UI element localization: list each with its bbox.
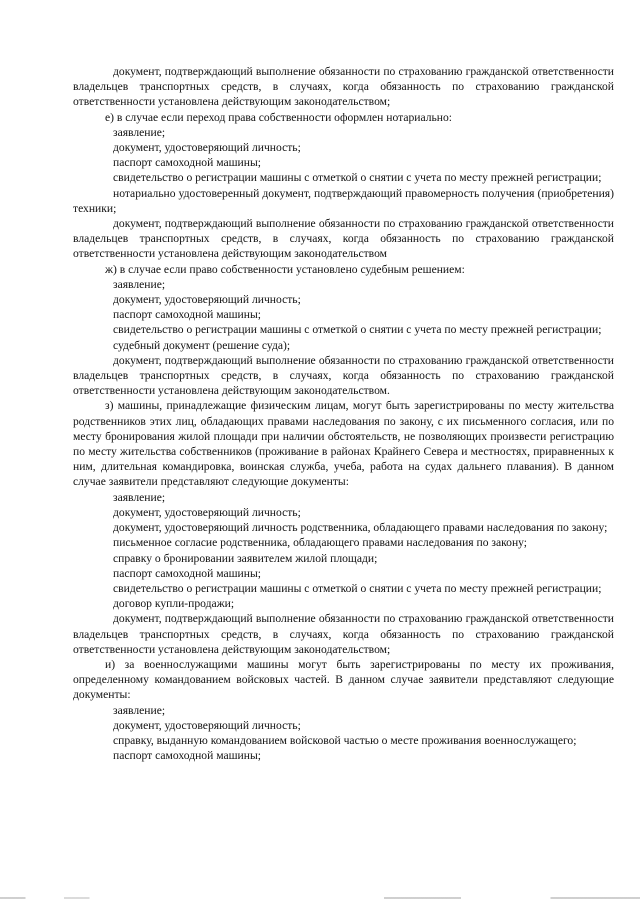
scan-edge-artifact <box>0 897 640 899</box>
list-item: документ, подтверждающий выполнение обязанности по страхованию гражданской ответственности владельцев транспортных средств, в случаях, когда обязанность по страхованию гражданской ответственности установлена действующим законодательством. <box>73 353 614 398</box>
list-item: паспорт самоходной машины; <box>113 156 261 170</box>
paragraph: документ, подтверждающий выполнение обязанности по страхованию гражданской ответственности владельцев транспортных средств, в случаях, когда обязанность по страхованию гражданской ответственности установлена действующим законодательством; <box>73 65 614 109</box>
list-item: договор купли-продажи; <box>113 597 235 611</box>
list-item: заявление; <box>113 277 166 291</box>
list-item: справку о бронировании заявителем жилой площади; <box>113 551 378 565</box>
list-item: документ, подтверждающий выполнение обязанности по страхованию гражданской ответственности владельцев транспортных средств, в случаях, когда обязанность по страхованию гражданской ответственности установлена действующим законодательством; <box>73 612 614 656</box>
list-item: паспорт самоходной машины; <box>113 749 261 763</box>
list-item: документ, удостоверяющий личность; <box>113 505 301 519</box>
list-item: заявление; <box>113 490 166 504</box>
list-heading: з) машины, принадлежащие физическим лицам, могут быть зарегистрированы по месту жительства родственников этих лиц, обладающих правами наследования по закону, с их письменного согласия, или по месту бронирования жилой площади при наличии обстоятельств, не позволяющих произвести регистрацию по месту жительства собственников (проживание в районах Крайнего Севера и местностях, приравненных к ним, длительная командировка, воинская служба, учеба, работа на судах дальнего плавания). В данном случае заявители представляют следующие документы: <box>73 399 614 489</box>
list-item: документ, удостоверяющий личность родственника, обладающего правами наследования по закону; <box>113 521 608 535</box>
list-item: свидетельство о регистрации машины с отметкой о снятии с учета по месту прежней регистрации; <box>113 581 602 595</box>
list-item: документ, подтверждающий выполнение обязанности по страхованию гражданской ответственности владельцев транспортных средств, в случаях, когда обязанность по страхованию гражданской ответственности установлена действующим законодательством <box>73 217 614 261</box>
list-item: нотариально удостоверенный документ, подтверждающий правомерность получения (приобретения) техники; <box>73 186 614 215</box>
list-item: письменное согласие родственника, обладающего правами наследования по закону; <box>113 536 528 550</box>
list-item: заявление; <box>113 703 166 717</box>
list-item: паспорт самоходной машины; <box>113 308 261 322</box>
list-item: документ, удостоверяющий личность; <box>113 293 301 307</box>
document-body <box>73 64 614 763</box>
list-heading: и) за военнослужащими машины могут быть зарегистрированы по месту их проживания, определенному командованием войсковых частей. В данном случае заявители представляют следующие документы: <box>73 657 614 702</box>
list-heading: ж) в случае если право собственности установлено судебным решением: <box>105 262 465 276</box>
list-item: судебный документ (решение суда); <box>113 338 291 352</box>
list-item: паспорт самоходной машины; <box>113 566 261 580</box>
list-heading: е) в случае если переход права собственности оформлен нотариально: <box>105 110 453 124</box>
list-item: документ, удостоверяющий личность; <box>113 141 301 155</box>
list-item: документ, удостоверяющий личность; <box>113 718 301 732</box>
list-item: заявление; <box>113 125 166 139</box>
list-item: справку, выданную командованием войсковой частью о месте проживания военнослужащего; <box>113 733 577 747</box>
list-item: свидетельство о регистрации машины с отметкой о снятии с учета по месту прежней регистрации; <box>113 171 602 185</box>
list-item: свидетельство о регистрации машины с отметкой о снятии с учета по месту прежней регистрации; <box>113 323 602 337</box>
